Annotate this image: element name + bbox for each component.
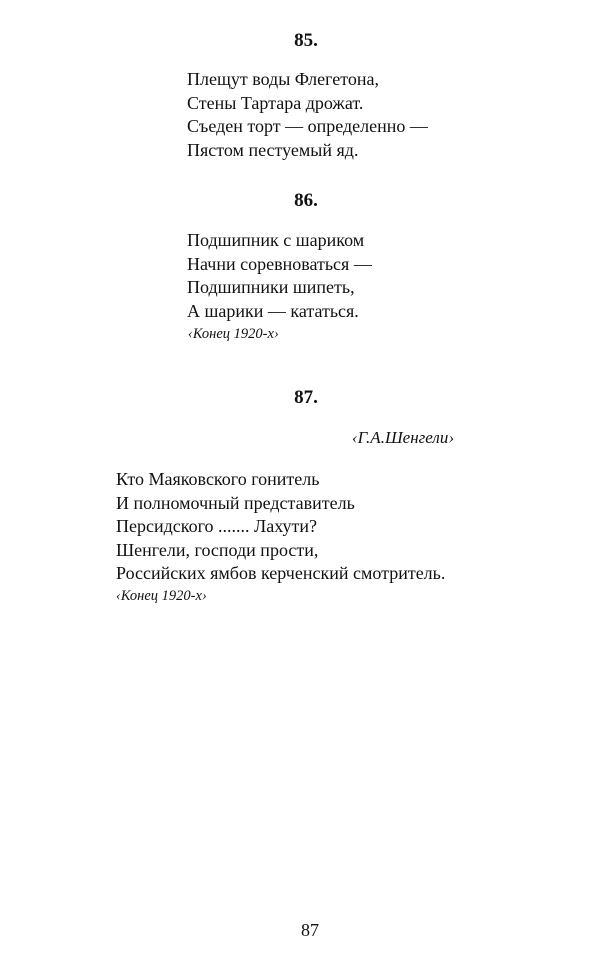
poem-line: Стены Тартара дрожат.	[187, 92, 364, 113]
poem-line: И полномочный представитель	[116, 492, 355, 513]
poem-87-number: 87.	[294, 387, 318, 408]
poem-87-date: ‹Конец 1920-х›	[116, 588, 207, 604]
poem-line: Подшипники шипеть,	[187, 277, 355, 297]
poem-line: Начни соревноваться —	[187, 253, 372, 274]
poem-85-stanza	[187, 68, 428, 162]
poem-line: Шенгели, господи прости,	[116, 539, 319, 560]
poem-line: А шарики — кататься.	[187, 300, 359, 321]
poem-87-stanza	[116, 468, 445, 586]
poem-85-number: 85.	[294, 30, 318, 51]
poem-line: Пястом пестуемый яд.	[187, 139, 359, 160]
poem-86-stanza	[187, 229, 372, 323]
poem-87-dedication: ‹Г.А.Шенгели›	[352, 428, 454, 447]
poem-line: Кто Маяковского гонитель	[116, 469, 320, 489]
poem-line: Плещут воды Флегетона,	[187, 69, 379, 89]
poem-line: Персидского ....... Лахути?	[116, 516, 318, 536]
poem-line: Съеден торт — определенно —	[187, 116, 428, 136]
poem-86-number: 86.	[294, 190, 318, 211]
poem-line: Подшипник с шариком	[187, 230, 365, 250]
poem-86-date: ‹Конец 1920-х›	[188, 326, 279, 342]
poem-line: Российских ямбов керченский смотритель.	[116, 563, 446, 583]
page-number: 87	[301, 920, 319, 940]
